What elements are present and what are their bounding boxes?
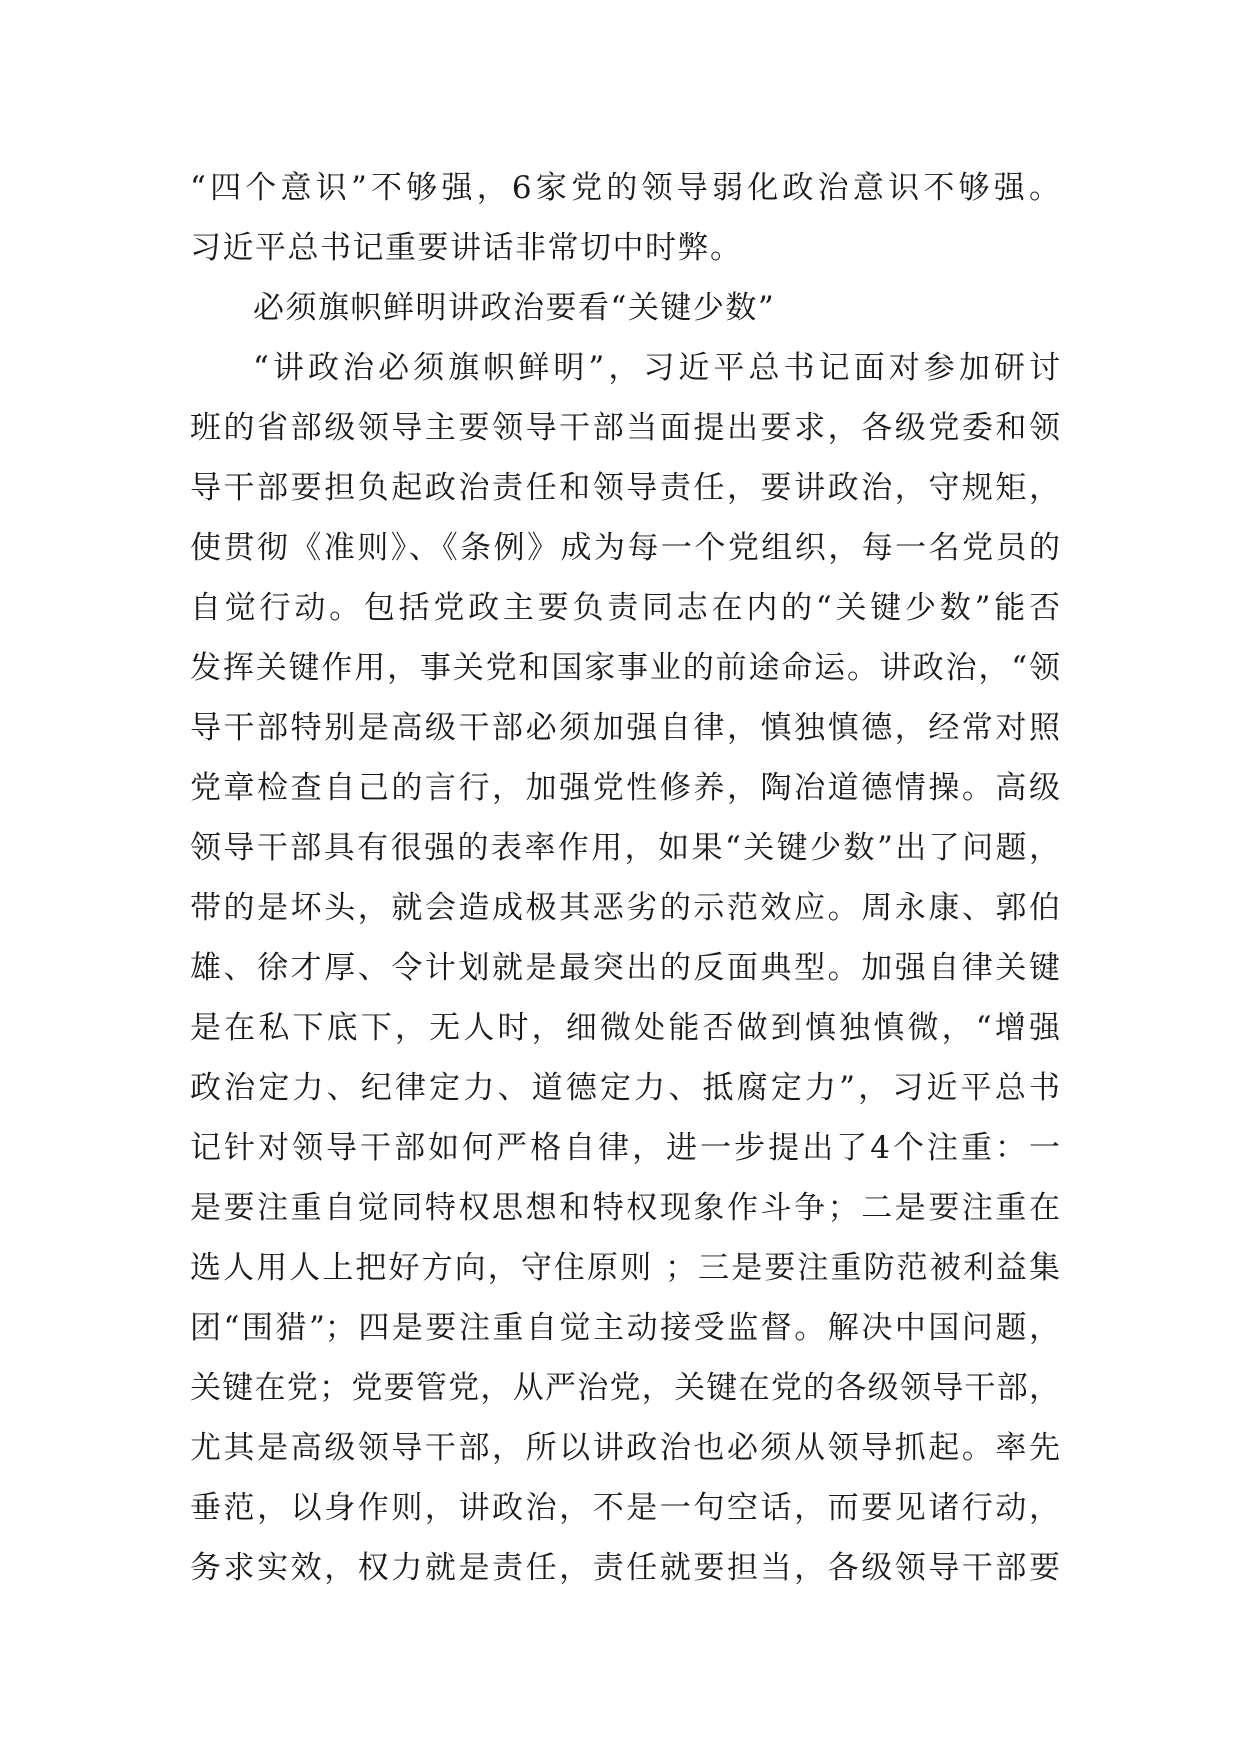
text-line: 是在私下底下，无人时，细微处能否做到慎独慎微，“增强 (190, 1010, 1060, 1046)
text-line: 团“围猎”；四是要注重自觉主动接受监督。解决中国问题， (190, 1310, 1060, 1346)
text-line: 导干部特别是高级干部必须加强自律，慎独慎德，经常对照 (190, 710, 1060, 746)
text-line: “四个意识”不够强，6家党的领导弱化政治意识不够强。 (190, 170, 1060, 206)
text-line: 垂范，以身作则，讲政治，不是一句空话，而要见诸行动， (190, 1490, 1060, 1526)
text-line: 尤其是高级领导干部，所以讲政治也必须从领导抓起。率先 (190, 1430, 1060, 1466)
text-line: 班的省部级领导主要领导干部当面提出要求，各级党委和领 (190, 410, 1060, 446)
section-heading: 必须旗帜鲜明讲政治要看“关键少数” (253, 290, 776, 326)
text-line: 关键在党；党要管党，从严治党，关键在党的各级领导干部， (190, 1370, 1060, 1406)
text-line: 务求实效，权力就是责任，责任就要担当，各级领导干部要 (190, 1550, 1060, 1586)
text-line: 雄、徐才厚、令计划就是最突出的反面典型。加强自律关键 (190, 950, 1060, 986)
text-line: 使贯彻《准则》、《条例》成为每一个党组织，每一名党员的 (190, 530, 1060, 566)
text-line: 政治定力、纪律定力、道德定力、抵腐定力”，习近平总书 (190, 1070, 1060, 1106)
text-line: 带的是坏头，就会造成极其恶劣的示范效应。周永康、郭伯 (190, 890, 1060, 926)
text-line: 导干部要担负起政治责任和领导责任，要讲政治，守规矩， (190, 470, 1060, 506)
text-line: 党章检查自己的言行，加强党性修养，陶冶道德情操。高级 (190, 770, 1060, 806)
text-line: 自觉行动。包括党政主要负责同志在内的“关键少数”能否 (190, 590, 1060, 626)
text-line: 领导干部具有很强的表率作用，如果“关键少数”出了问题， (190, 830, 1060, 866)
text-line: 是要注重自觉同特权思想和特权现象作斗争；二是要注重在 (190, 1190, 1060, 1226)
body-text (190, 158, 1060, 1598)
text-line: 记针对领导干部如何严格自律，进一步提出了4个注重：一 (190, 1130, 1060, 1166)
text-line: 习近平总书记重要讲话非常切中时弊。 (190, 230, 743, 266)
text-line: 发挥关键作用，事关党和国家事业的前途命运。讲政治，“领 (190, 650, 1060, 686)
text-line: “讲政治必须旗帜鲜明”，习近平总书记面对参加研讨 (253, 350, 1060, 386)
text-line: 选人用人上把好方向，守住原则 ；三是要注重防范被利益集 (190, 1250, 1060, 1286)
